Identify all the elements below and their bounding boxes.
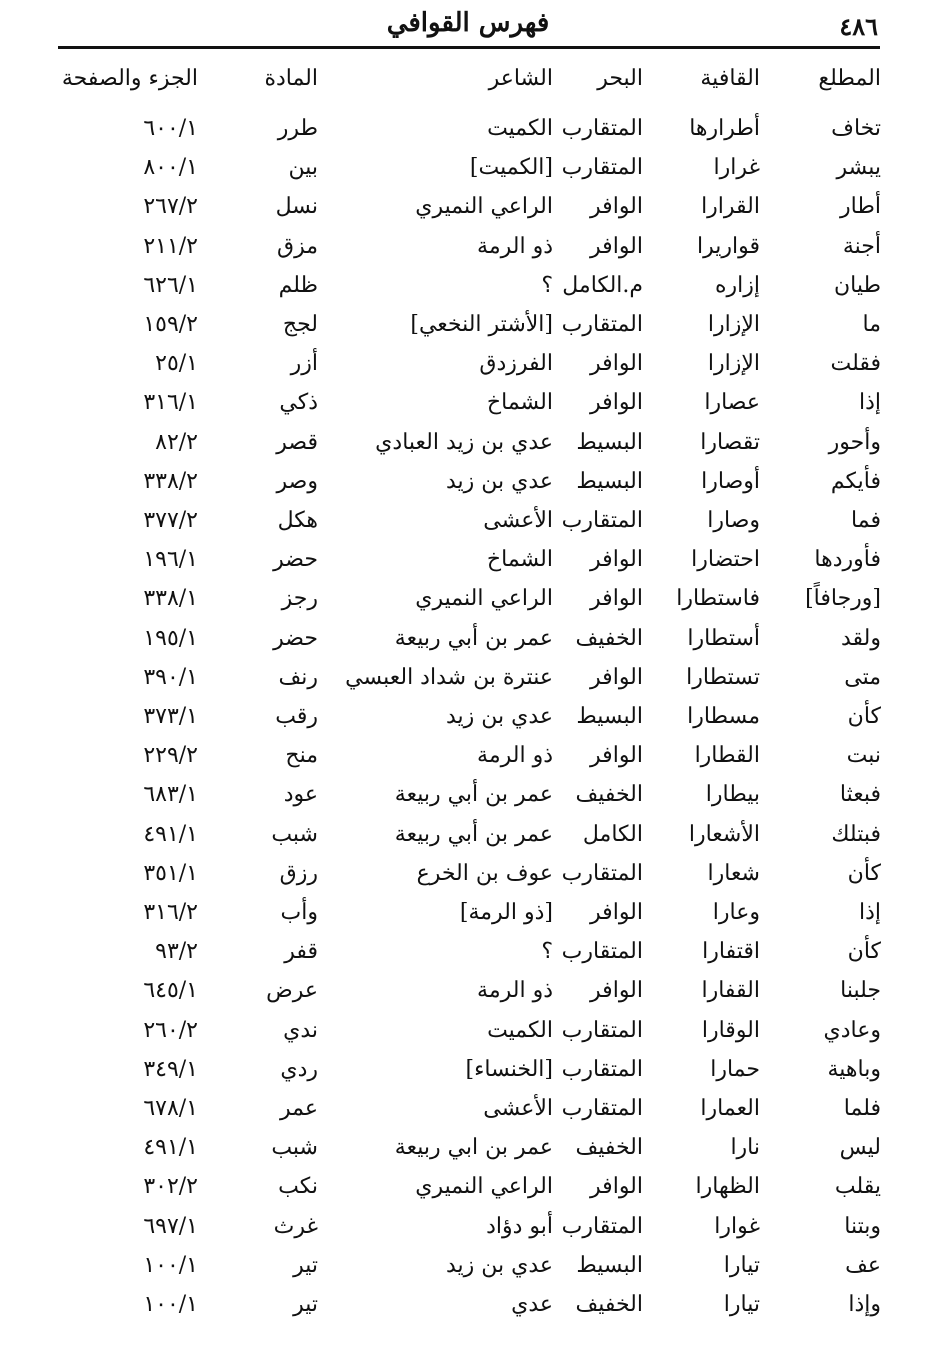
cell-shaer: عدي بن زيد: [445, 468, 553, 494]
cell-matla: أجنة: [842, 233, 881, 259]
cell-page-ref: ٣٥١/١: [143, 860, 198, 886]
cell-matla: وإذا: [848, 1292, 881, 1317]
column-header-qafia: القافية: [700, 66, 760, 91]
cell-matla: كأن: [847, 860, 881, 886]
cell-qafia: القفارا: [701, 978, 760, 1004]
cell-shaer: الفرزدق: [479, 351, 553, 377]
cell-shaer: عمر بن أبي ربيعة: [394, 821, 553, 847]
cell-page-ref: ٢١١/٢: [143, 233, 198, 259]
cell-shaer: الكميت: [487, 116, 553, 141]
cell-bahr: الوافر: [590, 900, 643, 925]
cell-madda: رنف: [278, 664, 318, 690]
cell-qafia: شعارا: [707, 860, 760, 886]
cell-bahr: الوافر: [590, 664, 643, 690]
cell-shaer: ؟: [541, 939, 553, 965]
cell-madda: غرث: [273, 1213, 318, 1239]
table-row: [0, 620, 943, 658]
cell-madda: تير: [293, 1292, 318, 1317]
cell-shaer: الأعشى: [483, 508, 553, 533]
table-row: [0, 776, 943, 814]
table-row: [0, 424, 943, 462]
cell-page-ref: ٦٩٧/١: [143, 1213, 198, 1239]
cell-page-ref: ٣١٦/١: [143, 390, 198, 416]
cell-qafia: تيارا: [723, 1252, 760, 1278]
cell-qafia: أستطارا: [687, 625, 760, 651]
cell-qafia: العمارا: [700, 1096, 760, 1121]
cell-madda: عود: [283, 782, 318, 808]
cell-qafia: القرارا: [701, 194, 760, 220]
cell-matla: عف: [845, 1252, 881, 1278]
cell-bahr: المتقارب: [561, 860, 643, 886]
cell-bahr: الخفيف: [575, 625, 643, 651]
cell-shaer: عمر بن أبي ربيعة: [394, 625, 553, 651]
cell-madda: نسل: [275, 194, 318, 220]
cell-qafia: قواريرا: [697, 233, 760, 259]
table-row: [0, 737, 943, 775]
cell-qafia: الوقارا: [701, 1017, 760, 1043]
table-row: [0, 502, 943, 540]
cell-page-ref: ٢٦٧/٢: [143, 194, 198, 220]
cell-matla: طيان: [833, 272, 881, 298]
cell-madda: منح: [285, 743, 318, 769]
cell-madda: تير: [293, 1252, 318, 1278]
cell-qafia: حمارا: [710, 1056, 760, 1082]
table-row: [0, 698, 943, 736]
cell-matla: فبعثا: [839, 782, 881, 808]
cell-page-ref: ٢٥/١: [155, 351, 198, 377]
cell-bahr: المتقارب: [561, 155, 643, 181]
cell-matla: كأن: [847, 939, 881, 965]
table-row: [0, 972, 943, 1010]
cell-matla: إذا: [858, 390, 881, 416]
cell-madda: أزر: [290, 351, 318, 377]
cell-page-ref: ٦٢٦/١: [143, 272, 198, 298]
table-row: [0, 228, 943, 266]
table-row: [0, 1090, 943, 1128]
cell-shaer: عمر بن أبي ربيعة: [394, 782, 553, 808]
table-row: [0, 855, 943, 893]
cell-matla: متى: [844, 664, 881, 690]
cell-matla: تخاف: [831, 116, 881, 141]
cell-bahr: المتقارب: [561, 312, 643, 337]
cell-bahr: البسيط: [576, 704, 643, 729]
cell-qafia: أطرارها: [689, 116, 760, 141]
cell-madda: رجز: [281, 586, 318, 612]
cell-madda: وصر: [276, 468, 318, 494]
cell-madda: هكل: [277, 508, 318, 533]
cell-shaer: عوف بن الخرع: [416, 860, 553, 886]
cell-qafia: تقصارا: [700, 429, 760, 455]
cell-page-ref: ٣٤٩/١: [143, 1056, 198, 1082]
cell-bahr: الوافر: [590, 586, 643, 612]
cell-shaer: ذو الرمة: [477, 233, 553, 259]
cell-matla: فقلت: [830, 351, 881, 377]
cell-page-ref: ٦٠٠/١: [143, 116, 198, 141]
cell-qafia: وعارا: [712, 900, 760, 925]
cell-shaer: أبو دؤاد: [486, 1213, 553, 1239]
cell-page-ref: ١٩٦/١: [143, 547, 198, 573]
cell-madda: ظلم: [278, 272, 318, 298]
cell-page-ref: ١٩٥/١: [143, 625, 198, 651]
cell-matla: ليس: [839, 1135, 881, 1161]
cell-shaer: عدي بن زيد: [445, 704, 553, 729]
cell-qafia: بيطارا: [705, 782, 760, 808]
table-row: [0, 933, 943, 971]
cell-bahr: المتقارب: [561, 1017, 643, 1043]
table-row: [0, 816, 943, 854]
cell-bahr: الوافر: [590, 390, 643, 416]
table-row: [0, 541, 943, 579]
cell-page-ref: ٢٦٠/٢: [143, 1017, 198, 1043]
cell-qafia: القطارا: [694, 743, 760, 769]
cell-madda: بين: [288, 155, 318, 181]
table-row: [0, 580, 943, 618]
cell-shaer: الكميت: [487, 1017, 553, 1043]
page-header: [58, 8, 878, 46]
cell-qafia: وصارا: [707, 508, 760, 533]
cell-page-ref: ٣٩٠/١: [143, 664, 198, 690]
cell-madda: عمر: [280, 1096, 318, 1121]
cell-qafia: غوارا: [714, 1213, 760, 1239]
cell-madda: رقب: [275, 704, 318, 729]
cell-page-ref: ٣٣٨/١: [143, 586, 198, 612]
cell-page-ref: ٤٩١/١: [143, 1135, 198, 1161]
cell-bahr: البسيط: [576, 429, 643, 455]
cell-bahr: الخفيف: [575, 1292, 643, 1317]
table-row: [0, 659, 943, 697]
cell-madda: وأب: [280, 900, 318, 925]
cell-matla: [ورجافاً]: [805, 586, 881, 612]
cell-page-ref: ٦٨٣/١: [143, 782, 198, 808]
table-row: [0, 345, 943, 383]
cell-shaer: ذو الرمة: [477, 978, 553, 1004]
cell-madda: نكب: [278, 1174, 318, 1200]
cell-shaer: عدي بن زيد: [445, 1252, 553, 1278]
cell-matla: وأحور: [828, 429, 881, 455]
cell-qafia: الإزارا: [707, 351, 760, 377]
cell-bahr: المتقارب: [561, 1056, 643, 1082]
cell-bahr: الكامل: [582, 821, 643, 847]
cell-madda: ندي: [283, 1017, 318, 1043]
cell-madda: طرر: [277, 116, 318, 141]
table-row: [0, 1168, 943, 1206]
cell-bahr: الوافر: [590, 978, 643, 1004]
table-row: [0, 384, 943, 422]
cell-shaer: [الكميت]: [469, 155, 553, 181]
cell-bahr: الوافر: [590, 194, 643, 220]
cell-qafia: تيارا: [723, 1292, 760, 1317]
cell-madda: قصر: [276, 429, 318, 455]
cell-madda: رزق: [279, 860, 318, 886]
cell-madda: قفر: [284, 939, 318, 965]
cell-matla: يبشر: [836, 155, 881, 181]
cell-page-ref: ٨٢/٢: [155, 429, 198, 455]
cell-page-ref: ١٥٩/٢: [143, 312, 198, 337]
cell-bahr: الوافر: [590, 351, 643, 377]
table-row: [0, 1051, 943, 1089]
cell-page-ref: ٣٧٣/١: [143, 704, 198, 729]
cell-matla: وبتنا: [844, 1213, 881, 1239]
column-header-madda: المادة: [264, 66, 318, 91]
table-row: [0, 894, 943, 932]
cell-bahr: الوافر: [590, 743, 643, 769]
table-row: [0, 267, 943, 305]
cell-page-ref: ٣٧٧/٢: [143, 508, 198, 533]
cell-madda: مزق: [277, 233, 318, 259]
page-title: فهرس القوافي: [386, 8, 550, 38]
cell-page-ref: ٣٠٢/٢: [143, 1174, 198, 1200]
cell-qafia: تستطارا: [686, 664, 760, 690]
cell-bahr: المتقارب: [561, 939, 643, 965]
cell-qafia: فاستطارا: [676, 586, 760, 612]
cell-bahr: الوافر: [590, 1174, 643, 1200]
cell-page-ref: ٣٣٨/٢: [143, 468, 198, 494]
cell-madda: حضر: [273, 547, 318, 573]
cell-page-ref: ٨٠٠/١: [143, 155, 198, 181]
table-row: [0, 463, 943, 501]
cell-shaer: الراعي النميري: [415, 1174, 553, 1200]
cell-shaer: عدي بن زيد العبادي: [375, 429, 553, 455]
cell-matla: فأوردها: [814, 547, 881, 573]
cell-shaer: الأعشى: [483, 1096, 553, 1121]
cell-matla: إذا: [858, 900, 881, 925]
cell-madda: حضر: [273, 625, 318, 651]
table-row: [0, 306, 943, 344]
cell-bahr: الخفيف: [575, 1135, 643, 1161]
cell-matla: وعادي: [823, 1017, 881, 1043]
cell-matla: أطار: [840, 194, 881, 220]
cell-matla: يقلب: [834, 1174, 881, 1200]
cell-shaer: ؟: [541, 272, 553, 298]
cell-page-ref: ١٠٠/١: [143, 1252, 198, 1278]
table-row: [0, 188, 943, 226]
cell-page-ref: ١٠٠/١: [143, 1292, 198, 1317]
cell-shaer: الشماخ: [486, 390, 553, 416]
cell-qafia: عصارا: [704, 390, 760, 416]
cell-qafia: غرارا: [713, 155, 760, 181]
cell-madda: شبب: [271, 1135, 318, 1161]
cell-qafia: احتضارا: [691, 547, 760, 573]
cell-shaer: [ذو الرمة]: [459, 900, 553, 925]
table-row: [0, 149, 943, 187]
cell-page-ref: ٩٣/٢: [155, 939, 198, 965]
cell-qafia: الإزارا: [707, 312, 760, 337]
cell-matla: فما: [851, 508, 881, 533]
cell-matla: فبتلك: [831, 821, 881, 847]
cell-shaer: ذو الرمة: [477, 743, 553, 769]
table-row: [0, 1129, 943, 1167]
cell-bahr: المتقارب: [561, 508, 643, 533]
cell-page-ref: ٢٢٩/٢: [143, 743, 198, 769]
cell-bahr: م.الكامل: [562, 272, 643, 298]
cell-bahr: الخفيف: [575, 782, 643, 808]
table-row: [0, 1208, 943, 1246]
header-rule: [58, 46, 880, 49]
cell-shaer: عمر بن ابي ربيعة: [394, 1135, 553, 1161]
cell-matla: فأيكم: [830, 468, 881, 494]
cell-shaer: [الأشتر النخعي]: [410, 312, 553, 337]
cell-qafia: إزاره: [715, 272, 760, 298]
cell-qafia: اقتفارا: [702, 939, 760, 965]
cell-bahr: الوافر: [590, 547, 643, 573]
page-number: ٤٨٦: [839, 12, 878, 41]
cell-matla: جلبنا: [840, 978, 881, 1004]
table-row: [0, 1012, 943, 1050]
cell-madda: شبب: [271, 821, 318, 847]
cell-shaer: عنترة بن شداد العبسي: [345, 664, 553, 690]
cell-page-ref: ٦٤٥/١: [143, 978, 198, 1004]
table-row: [0, 110, 943, 148]
cell-matla: كأن: [847, 704, 881, 729]
cell-qafia: الظهارا: [695, 1174, 760, 1200]
cell-bahr: البسيط: [576, 468, 643, 494]
cell-matla: ما: [862, 312, 881, 337]
column-header-page-ref: الجزء والصفحة: [61, 66, 198, 91]
column-header-shaer: الشاعر: [488, 66, 553, 91]
cell-page-ref: ٤٩١/١: [143, 821, 198, 847]
cell-qafia: أوصارا: [701, 468, 760, 494]
cell-page-ref: ٣١٦/٢: [143, 900, 198, 925]
cell-shaer: الراعي النميري: [415, 194, 553, 220]
cell-matla: نبت: [846, 743, 881, 769]
cell-bahr: المتقارب: [561, 1213, 643, 1239]
table-row: [0, 1286, 943, 1324]
cell-shaer: عدي: [511, 1292, 553, 1317]
cell-shaer: الشماخ: [486, 547, 553, 573]
cell-bahr: المتقارب: [561, 1096, 643, 1121]
cell-matla: وباهية: [827, 1056, 881, 1082]
table-row: [0, 1247, 943, 1285]
cell-bahr: الوافر: [590, 233, 643, 259]
cell-matla: ولقد: [840, 625, 881, 651]
cell-page-ref: ٦٧٨/١: [143, 1096, 198, 1121]
column-header-bahr: البحر: [597, 66, 643, 91]
cell-qafia: مسطارا: [687, 704, 760, 729]
cell-madda: لجج: [282, 312, 318, 337]
column-headers: [0, 60, 943, 98]
cell-madda: ردي: [280, 1056, 318, 1082]
cell-qafia: الأشعارا: [688, 821, 760, 847]
cell-madda: عرض: [266, 978, 318, 1004]
cell-bahr: البسيط: [576, 1252, 643, 1278]
cell-shaer: [الخنساء]: [465, 1056, 553, 1082]
cell-shaer: الراعي النميري: [415, 586, 553, 612]
column-header-matla: المطلع: [818, 66, 881, 91]
cell-madda: ذكي: [279, 390, 318, 416]
cell-bahr: المتقارب: [561, 116, 643, 141]
cell-matla: فلما: [843, 1096, 881, 1121]
cell-qafia: نارا: [730, 1135, 760, 1161]
